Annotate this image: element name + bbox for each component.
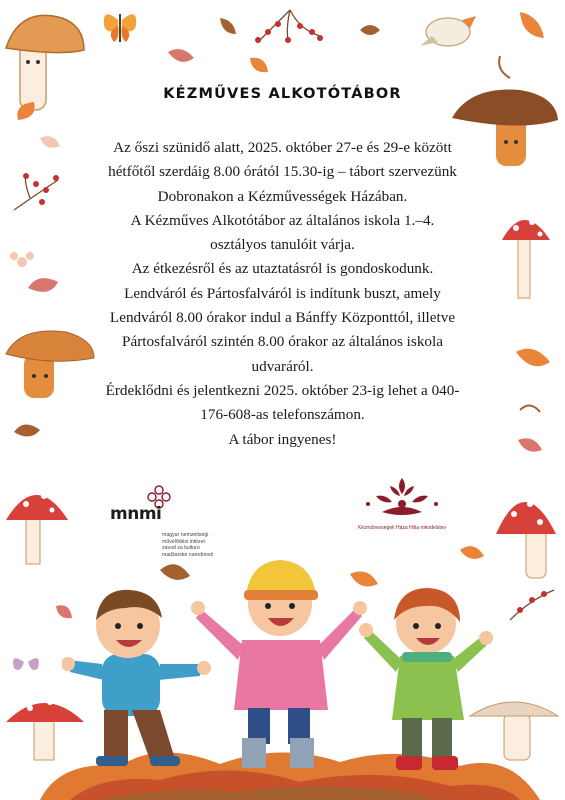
berry-branch-icon — [510, 590, 554, 620]
body-line: Az étkezésről és az utaztatásról is gondoskodunk. — [131, 260, 434, 278]
body-line: A Kézműves Alkotótábor az általános iskola 1.–4. — [130, 211, 435, 229]
leaf-icon — [499, 56, 510, 78]
girl-pink-figure — [191, 560, 367, 768]
body-line: Érdeklődni és jelentkezni 2025. október 23-ig lehet a 040- — [105, 381, 460, 399]
body-line: A tábor ingyenes! — [228, 430, 337, 448]
announcement-body — [70, 136, 495, 452]
mushroom-red-right-lower-icon — [496, 501, 556, 578]
kezmuvessegek-haza-logo — [352, 476, 452, 546]
children-illustration — [62, 560, 502, 790]
berry-branch-icon — [260, 10, 320, 40]
body-line: 176-608-as telefonszámon. — [200, 406, 365, 424]
leaf-icon — [168, 49, 194, 62]
flower-icon — [10, 252, 34, 267]
body-line: Az őszi szünidő alatt, 2025. október 27-e és 29-e között — [113, 139, 452, 156]
boy-figure — [62, 590, 211, 766]
kezmuvessegek-haza-text: Kézművességek Háza Hiša rokodelstev — [357, 525, 447, 531]
leaf-icon — [360, 25, 380, 35]
mnmi-subtitle-line: madžarske narodnosti — [162, 551, 214, 558]
folk-ornament-icon — [352, 476, 452, 524]
girl-green-figure — [359, 588, 493, 770]
mushroom-red-right-icon — [502, 219, 550, 298]
butterfly-icon — [13, 658, 39, 670]
body-line: Lendváról és Pártosfalváról is indítunk buszt, amely — [124, 284, 441, 302]
leaf-icon — [518, 438, 542, 451]
mnmi-subtitle — [162, 532, 237, 558]
leaf-icon — [14, 424, 40, 436]
page-title: KÉZMŰVES ALKOTÓTÁBOR — [163, 86, 402, 102]
mnmi-subtitle-line: zavod za kulturo — [162, 545, 200, 552]
mnmi-subtitle-line: művelődési intézet — [162, 538, 205, 545]
body-line: Lendváról 8.00 órakor indul a Bánffy Központtól, illetve — [109, 309, 456, 327]
body-line: hétfőtől szerdáig 8.00 órától 15.30-ig – tábort szervezünk — [108, 163, 457, 181]
leaf-icon — [520, 12, 544, 38]
mnmi-wordmark: mnmi — [110, 504, 162, 524]
leaf-icon — [28, 278, 58, 292]
leaf-icon — [460, 546, 484, 559]
body-line: udvaráról. — [251, 357, 314, 375]
butterfly-icon — [104, 14, 136, 42]
bird-icon — [420, 16, 476, 46]
leaf-icon — [250, 58, 268, 72]
body-line: Pártosfalváról szintén 8.00 órakor az általános iskola — [122, 333, 443, 351]
body-line: Dobronakon a Kézművességek Házában. — [157, 187, 408, 205]
leaf-icon — [516, 349, 550, 367]
leaf-icon — [220, 18, 236, 34]
leaf-icon — [40, 136, 60, 148]
mushroom-red-left-icon — [6, 493, 68, 564]
mnmi-logo — [108, 488, 238, 558]
mnmi-subtitle-line: magyar nemzetiségi — [162, 532, 209, 538]
leaf-icon — [17, 102, 34, 120]
leaf-icon — [520, 405, 540, 412]
body-line: osztályos tanulóit várja. — [210, 236, 355, 254]
